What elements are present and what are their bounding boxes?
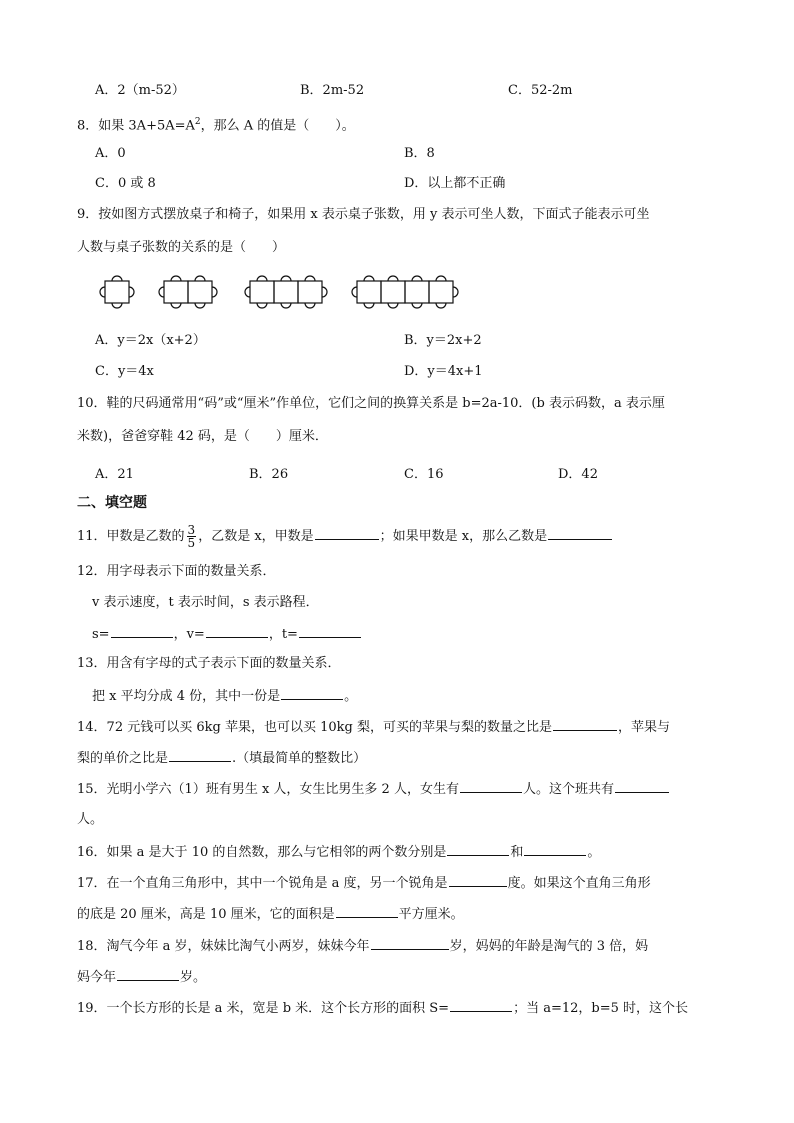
q17-blank-2[interactable] [336,904,398,918]
q11-blank-2[interactable] [548,526,612,540]
q8-option-d: D．以上都不正确 [404,176,506,191]
q16-blank-2[interactable] [524,842,586,856]
q9-stem-line1: 9．按如图方式摆放桌子和椅子，如果用 x 表示桌子张数，用 y 表示可坐人数，下面式子能表示可坐 [77,207,650,222]
q8-option-a: A．0 [95,146,126,161]
q7-option-b: B．2m-52 [300,83,365,98]
table-group-4 [352,276,458,308]
q10-option-c: C．16 [404,467,444,482]
fraction-three-fifths: $\frac{3}{5}$ [187,523,196,550]
q12-stem-line2: v 表示速度，t 表示时间，s 表示路程． [92,595,319,610]
q15-stem-line2: 人。 [77,812,104,827]
q18-blank-2[interactable] [117,967,179,981]
q10-stem-line2: 米数)，爸爸穿鞋 42 码，是（ ）厘米． [77,429,328,444]
q10-option-b: B．26 [249,467,289,482]
q7-option-c: C．52-2m [508,83,573,98]
q9-option-a: A．y＝2x（x+2） [95,333,206,348]
q16-stem: 16．如果 a 是大于 10 的自然数，那么与它相邻的两个数分别是 和 。 [77,842,600,862]
q8-stem: 8．如果 $3A+5A=A^2$，那么 A 的值是（ ）。 [77,117,355,134]
q17-stem-line2: 的底是 20 厘米，高是 10 厘米，它的面积是 平方厘米。 [77,904,464,924]
q11-blank-1[interactable] [315,526,379,540]
q14-blank-1[interactable] [553,717,617,731]
q10-option-d: D．42 [558,467,598,482]
q12-blank-v[interactable] [206,624,268,638]
q18-blank-1[interactable] [371,936,449,950]
q11-stem: 11．甲数是乙数的 $\frac{3}{5}$ ，乙数是 x，甲数是 ；如果甲数是 x，那么乙数是 [77,524,613,549]
q19-stem-line1: 19．一个长方形的长是 a 米，宽是 b 米．这个长方形的面积 S= ；当 a=12，b=5 时，这个长 [77,998,688,1018]
q14-stem-line2: 梨的单价之比是 .（填最简单的整数比） [77,748,366,768]
q15-stem-line1: 15．光明小学六（1）班有男生 x 人，女生比男生多 2 人，女生有 人。这个班共有 [77,779,670,799]
q9-option-d: D．y＝4x+1 [404,364,483,379]
q12-blank-t[interactable] [299,624,361,638]
tables-chairs-figure [95,270,475,316]
table-group-3 [245,276,327,308]
q14-blank-2[interactable] [169,748,231,762]
section-heading-fill-in: 二、填空题 [77,495,147,511]
q7-option-a: A．2（m-52） [95,83,185,98]
q9-stem-line2: 人数与桌子张数的关系的是（ ） [77,240,286,255]
q9-option-c: C．y＝4x [95,364,154,379]
q17-blank-1[interactable] [449,873,507,887]
q12-blank-s[interactable] [111,624,173,638]
q19-blank-1[interactable] [450,998,512,1012]
q13-stem-line1: 13．用含有字母的式子表示下面的数量关系． [77,656,341,671]
q8-option-b: B．8 [404,146,435,161]
q10-stem-line1: 10．鞋的尺码通常用“码”或“厘米”作单位，它们之间的换算关系是 b=2a-10．(b 表示码数，a 表示厘 [77,396,665,411]
q15-blank-1[interactable] [460,779,522,793]
q12-stem-line1: 12．用字母表示下面的数量关系． [77,564,276,579]
q9-option-b: B．y＝2x+2 [404,333,482,348]
q18-stem-line1: 18．淘气今年 a 岁，妹妹比淘气小两岁，妹妹今年 岁，妈妈的年龄是淘气的 3 倍，妈 [77,936,648,956]
q13-blank[interactable] [281,686,343,700]
q15-blank-2[interactable] [615,779,669,793]
q12-formulas: s= ，v= ，t= [92,624,362,644]
table-group-2 [159,276,217,308]
q14-stem-line1: 14．72 元钱可以买 6kg 苹果，也可以买 10kg 梨，可买的苹果与梨的数量之比是 ，苹果与 [77,717,670,737]
table-group-1 [100,276,134,308]
q16-blank-1[interactable] [447,842,509,856]
q10-option-a: A．21 [95,467,134,482]
q18-stem-line2: 妈今年 岁。 [77,967,206,987]
q17-stem-line1: 17．在一个直角三角形中，其中一个锐角是 a 度，另一个锐角是 度。如果这个直角三角形 [77,873,651,893]
q13-stem-line2: 把 x 平均分成 4 份，其中一份是 。 [92,686,357,706]
q8-option-c: C．0 或 8 [95,176,156,191]
